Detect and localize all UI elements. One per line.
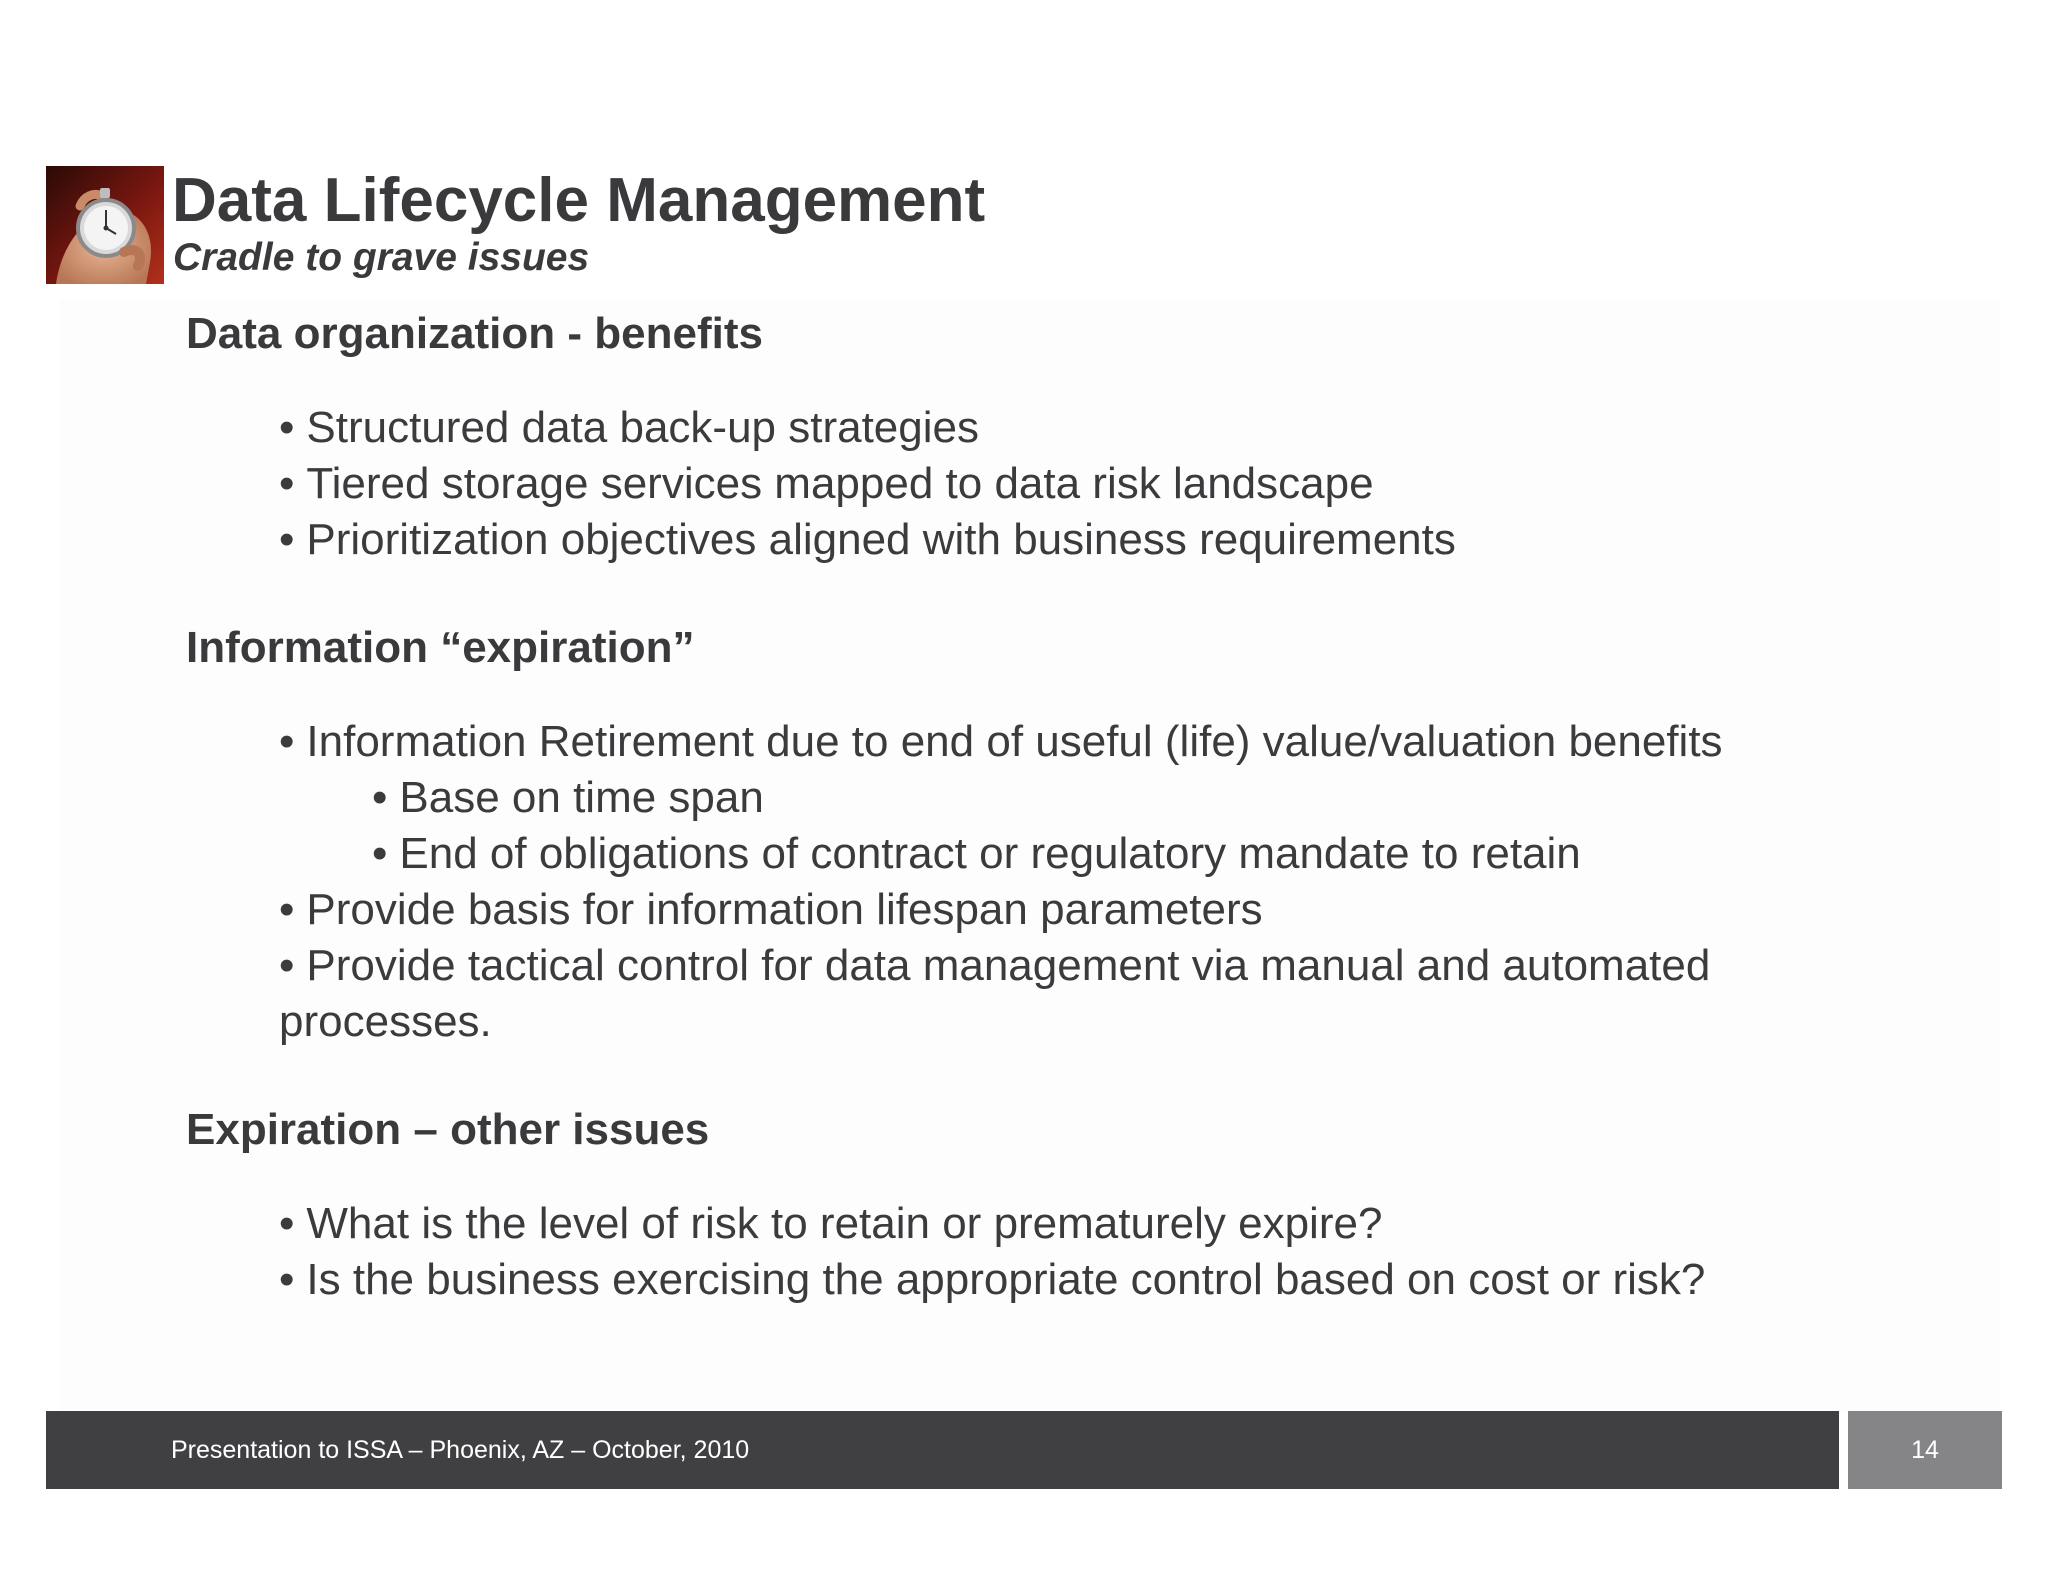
slide-subtitle: Cradle to grave issues [173,236,590,279]
section-heading: Expiration – other issues [186,1105,710,1154]
page-number-box [1848,1411,2002,1489]
footer-bar [46,1411,1839,1489]
stopwatch-in-hand-icon [46,166,164,284]
slide-body [186,306,1886,1308]
bullet-list [186,400,1886,568]
footer-text: Presentation to ISSA – Phoenix, AZ – October, 2010 [171,1436,750,1464]
sub-list-item: • Base on time span [372,773,764,822]
list-item: • Provide basis for information lifespan parameters [279,885,1263,934]
list-item: • Prioritization objectives aligned with business requirements [279,515,1456,564]
list-item: • Information Retirement due to end of useful (life) value/valuation benefits [279,717,1723,766]
section-heading: Data organization - benefits [186,309,763,358]
list-item: • Structured data back-up strategies [279,403,979,452]
bullet-list [186,714,1886,1050]
list-item: • Tiered storage services mapped to data risk landscape [279,459,1374,508]
section-heading: Information “expiration” [186,623,695,672]
slide-title: Data Lifecycle Management [172,166,986,235]
sub-list-item: • End of obligations of contract or regulatory mandate to retain [372,829,1581,878]
list-item: • Provide tactical control for data management via manual and automated processes. [279,941,1711,1046]
list-item: • Is the business exercising the appropriate control based on cost or risk? [279,1255,1706,1304]
bullet-list [186,1196,1886,1308]
page-number: 14 [1911,1436,1939,1464]
list-item: • What is the level of risk to retain or prematurely expire? [279,1199,1383,1248]
